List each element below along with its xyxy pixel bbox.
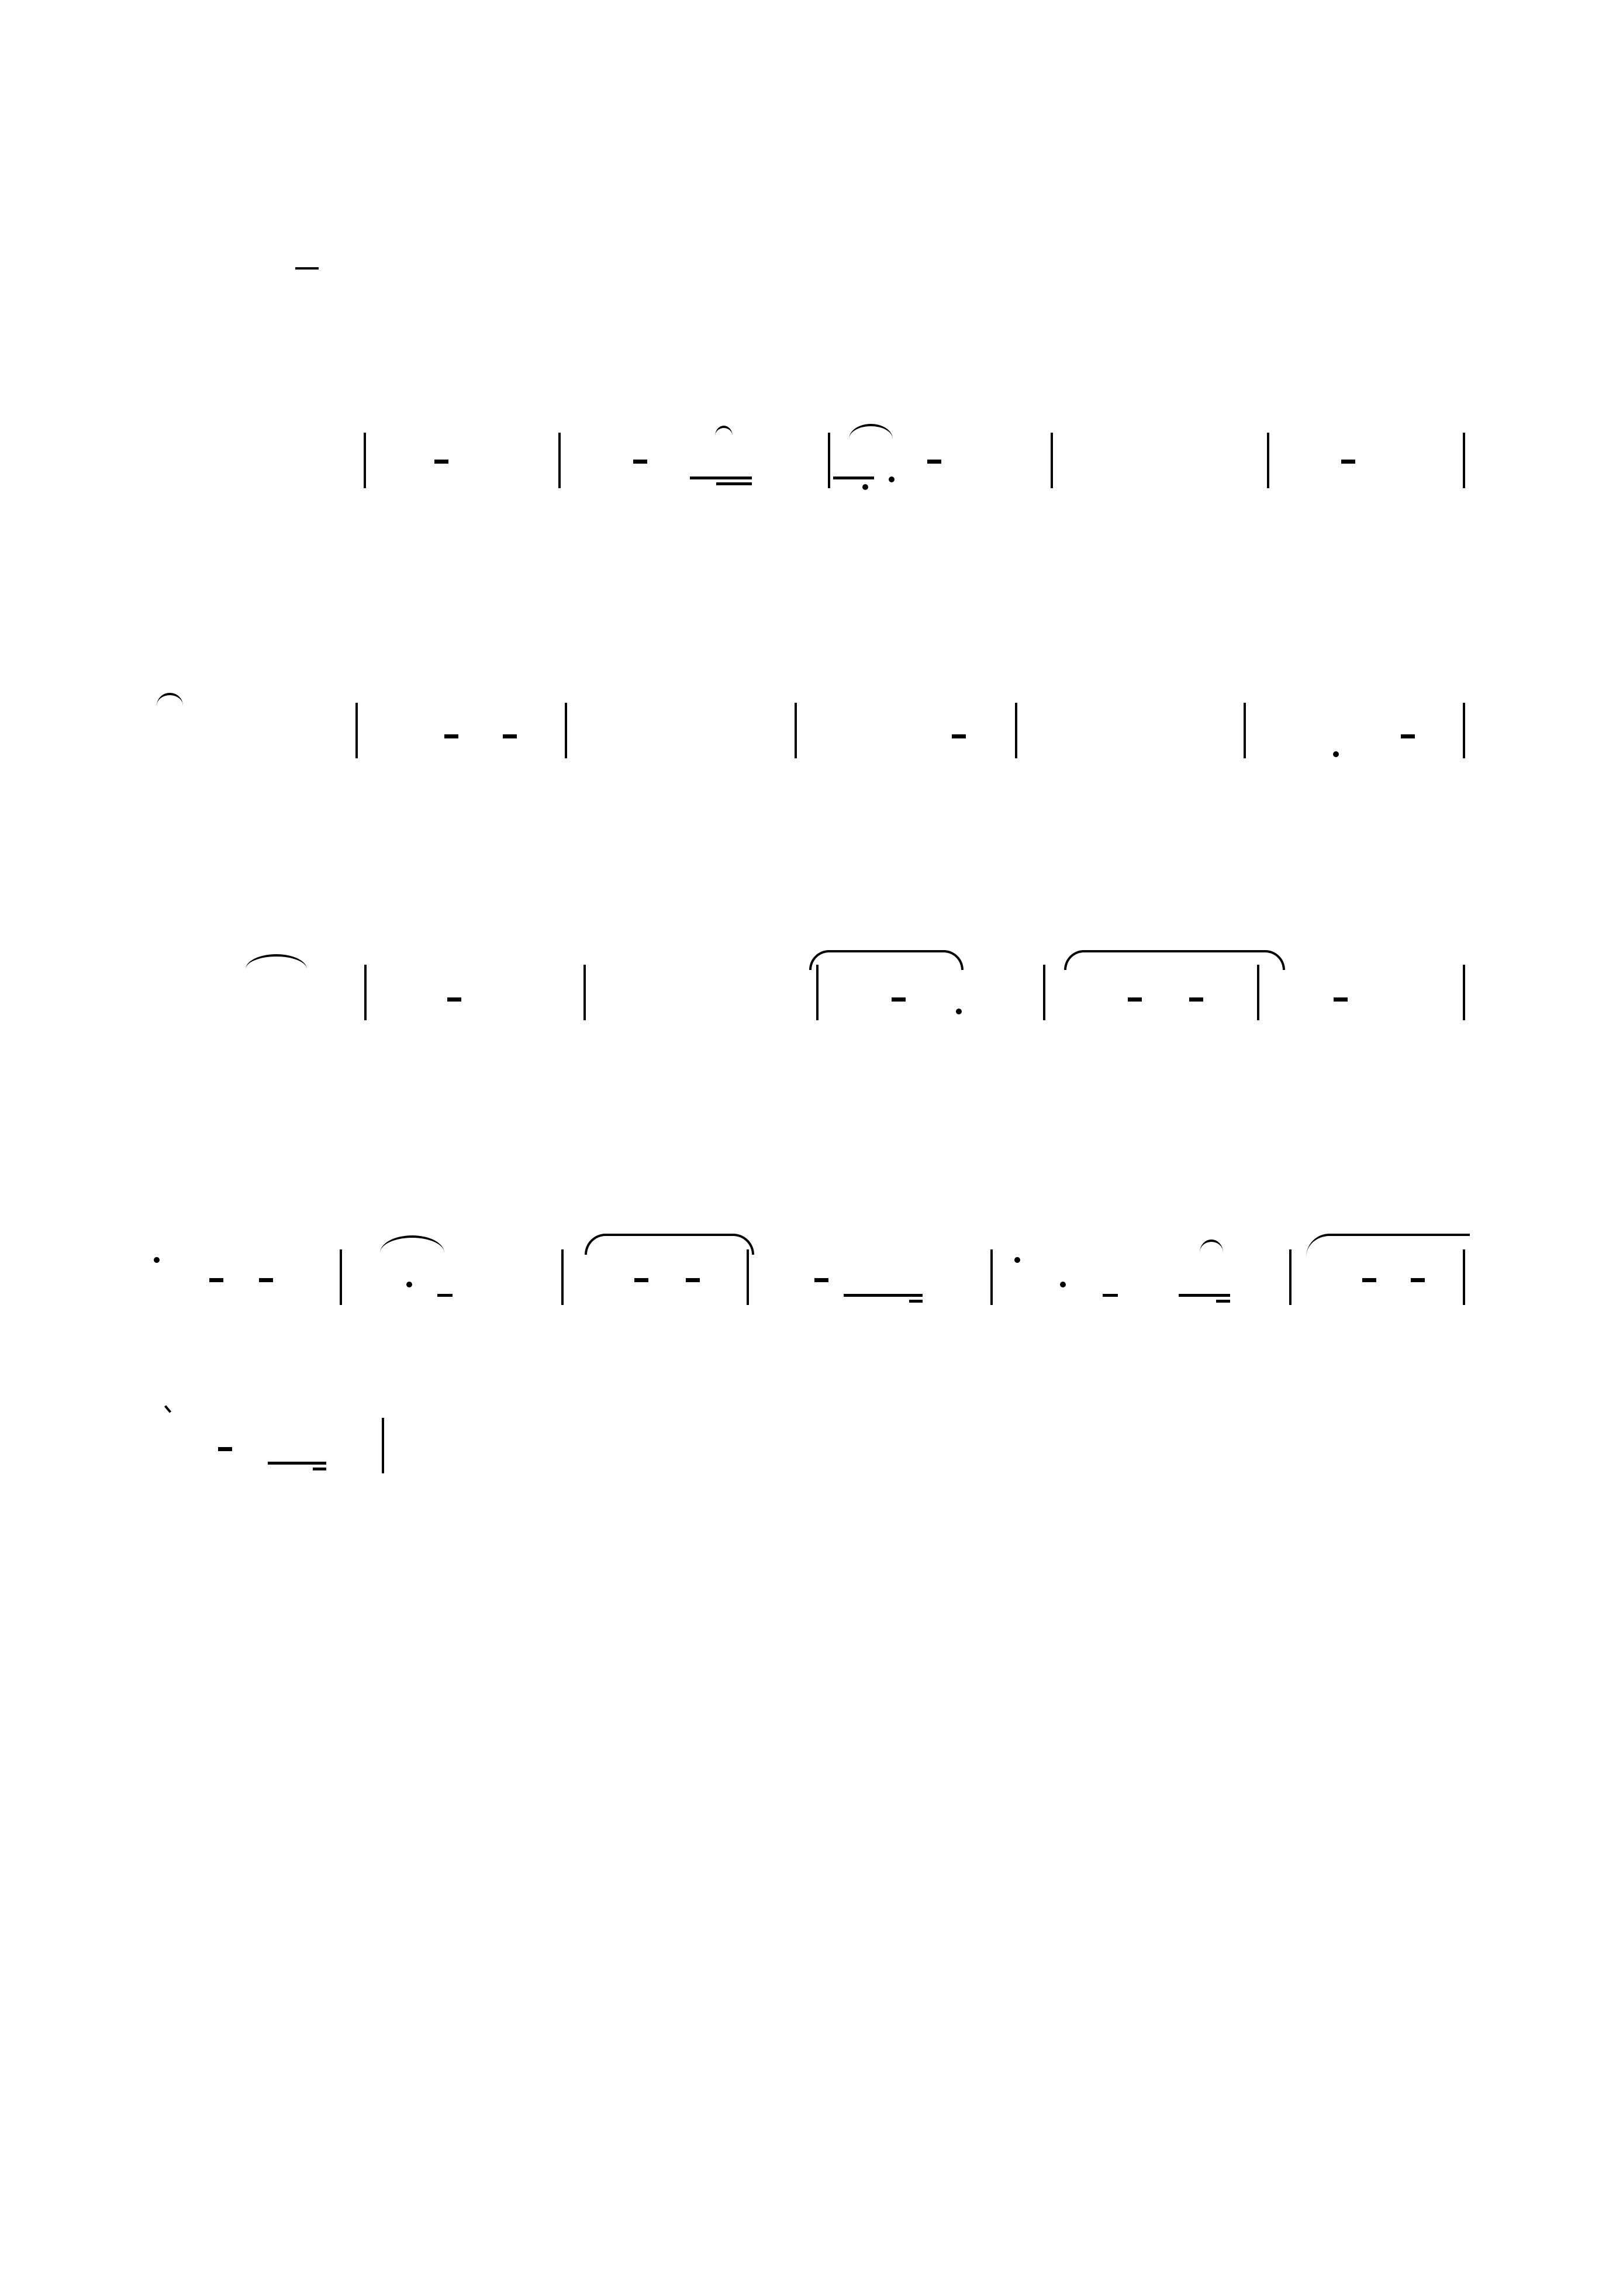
high-octave-dot — [1014, 1257, 1020, 1263]
bar-line — [382, 1418, 384, 1473]
bar-line — [1463, 703, 1465, 758]
dash — [1128, 997, 1142, 1002]
dash — [447, 997, 461, 1002]
bar-line — [747, 1249, 749, 1305]
low-octave-dot — [862, 484, 868, 490]
dash — [1341, 460, 1355, 464]
underline — [844, 1294, 923, 1297]
underline — [1179, 1294, 1230, 1297]
underline — [437, 1294, 453, 1297]
dash — [1189, 997, 1203, 1002]
bar-line — [1463, 1249, 1465, 1305]
dash — [1411, 1278, 1425, 1282]
slur — [1200, 1240, 1223, 1252]
low-octave-dot — [889, 477, 895, 482]
dash — [434, 460, 448, 464]
tie-continuation — [1306, 1234, 1470, 1257]
dash — [444, 734, 458, 738]
bar-line — [1289, 1249, 1292, 1305]
dash — [1362, 1278, 1376, 1282]
bar-line — [583, 965, 586, 1020]
low-octave-dot — [1333, 751, 1339, 757]
bar-line — [364, 433, 366, 488]
bar-line — [565, 703, 567, 758]
underline — [268, 1462, 326, 1465]
underline — [690, 477, 752, 479]
dash — [209, 1278, 223, 1282]
bar-line — [1051, 433, 1053, 488]
bar-line — [1267, 433, 1269, 488]
slur — [849, 424, 893, 439]
composer-row — [1193, 316, 1313, 351]
bar-line — [1257, 965, 1259, 1020]
bar-line — [561, 1249, 564, 1305]
bar-line — [1463, 433, 1465, 488]
slur — [715, 426, 733, 436]
bar-line — [1463, 965, 1465, 1020]
bar-line — [558, 433, 561, 488]
augmentation-dot — [1060, 1282, 1066, 1287]
low-octave-dot — [956, 1009, 962, 1014]
dash — [218, 1447, 232, 1451]
bar-line — [828, 433, 830, 488]
tie — [1064, 950, 1285, 970]
high-octave-dot — [154, 1257, 160, 1263]
augmentation-dot — [406, 1282, 412, 1287]
dash — [259, 1278, 273, 1282]
bar-line — [1043, 965, 1045, 1020]
bar-line — [1244, 703, 1246, 758]
time-divider — [295, 267, 319, 270]
dash — [814, 1278, 828, 1282]
bar-line — [1015, 703, 1017, 758]
credits — [1193, 281, 1313, 351]
bar-line — [816, 965, 819, 1020]
underline — [1216, 1300, 1230, 1303]
dash — [892, 997, 906, 1002]
dash — [686, 1278, 700, 1282]
time-signature — [295, 266, 319, 271]
tie — [585, 1234, 754, 1255]
slur — [157, 693, 183, 706]
dash — [1334, 997, 1348, 1002]
bar-line — [795, 703, 797, 758]
song-title — [0, 129, 1623, 184]
slur — [246, 954, 307, 969]
underline — [833, 477, 874, 479]
tie — [809, 950, 964, 970]
bar-line — [364, 965, 367, 1020]
underline — [1103, 1294, 1118, 1297]
lyricist-row — [1193, 281, 1313, 316]
dash — [952, 734, 966, 738]
dash — [633, 460, 647, 464]
underline — [716, 482, 752, 485]
dash — [634, 1278, 648, 1282]
dash — [503, 734, 517, 738]
bar-line — [990, 1249, 993, 1305]
slur — [380, 1235, 444, 1253]
bar-line — [340, 1249, 342, 1305]
underline — [909, 1300, 923, 1303]
bar-line — [355, 703, 358, 758]
underline — [313, 1468, 326, 1470]
dash — [1401, 734, 1415, 738]
dash — [927, 460, 941, 464]
breath-mark-icon — [164, 1405, 171, 1413]
